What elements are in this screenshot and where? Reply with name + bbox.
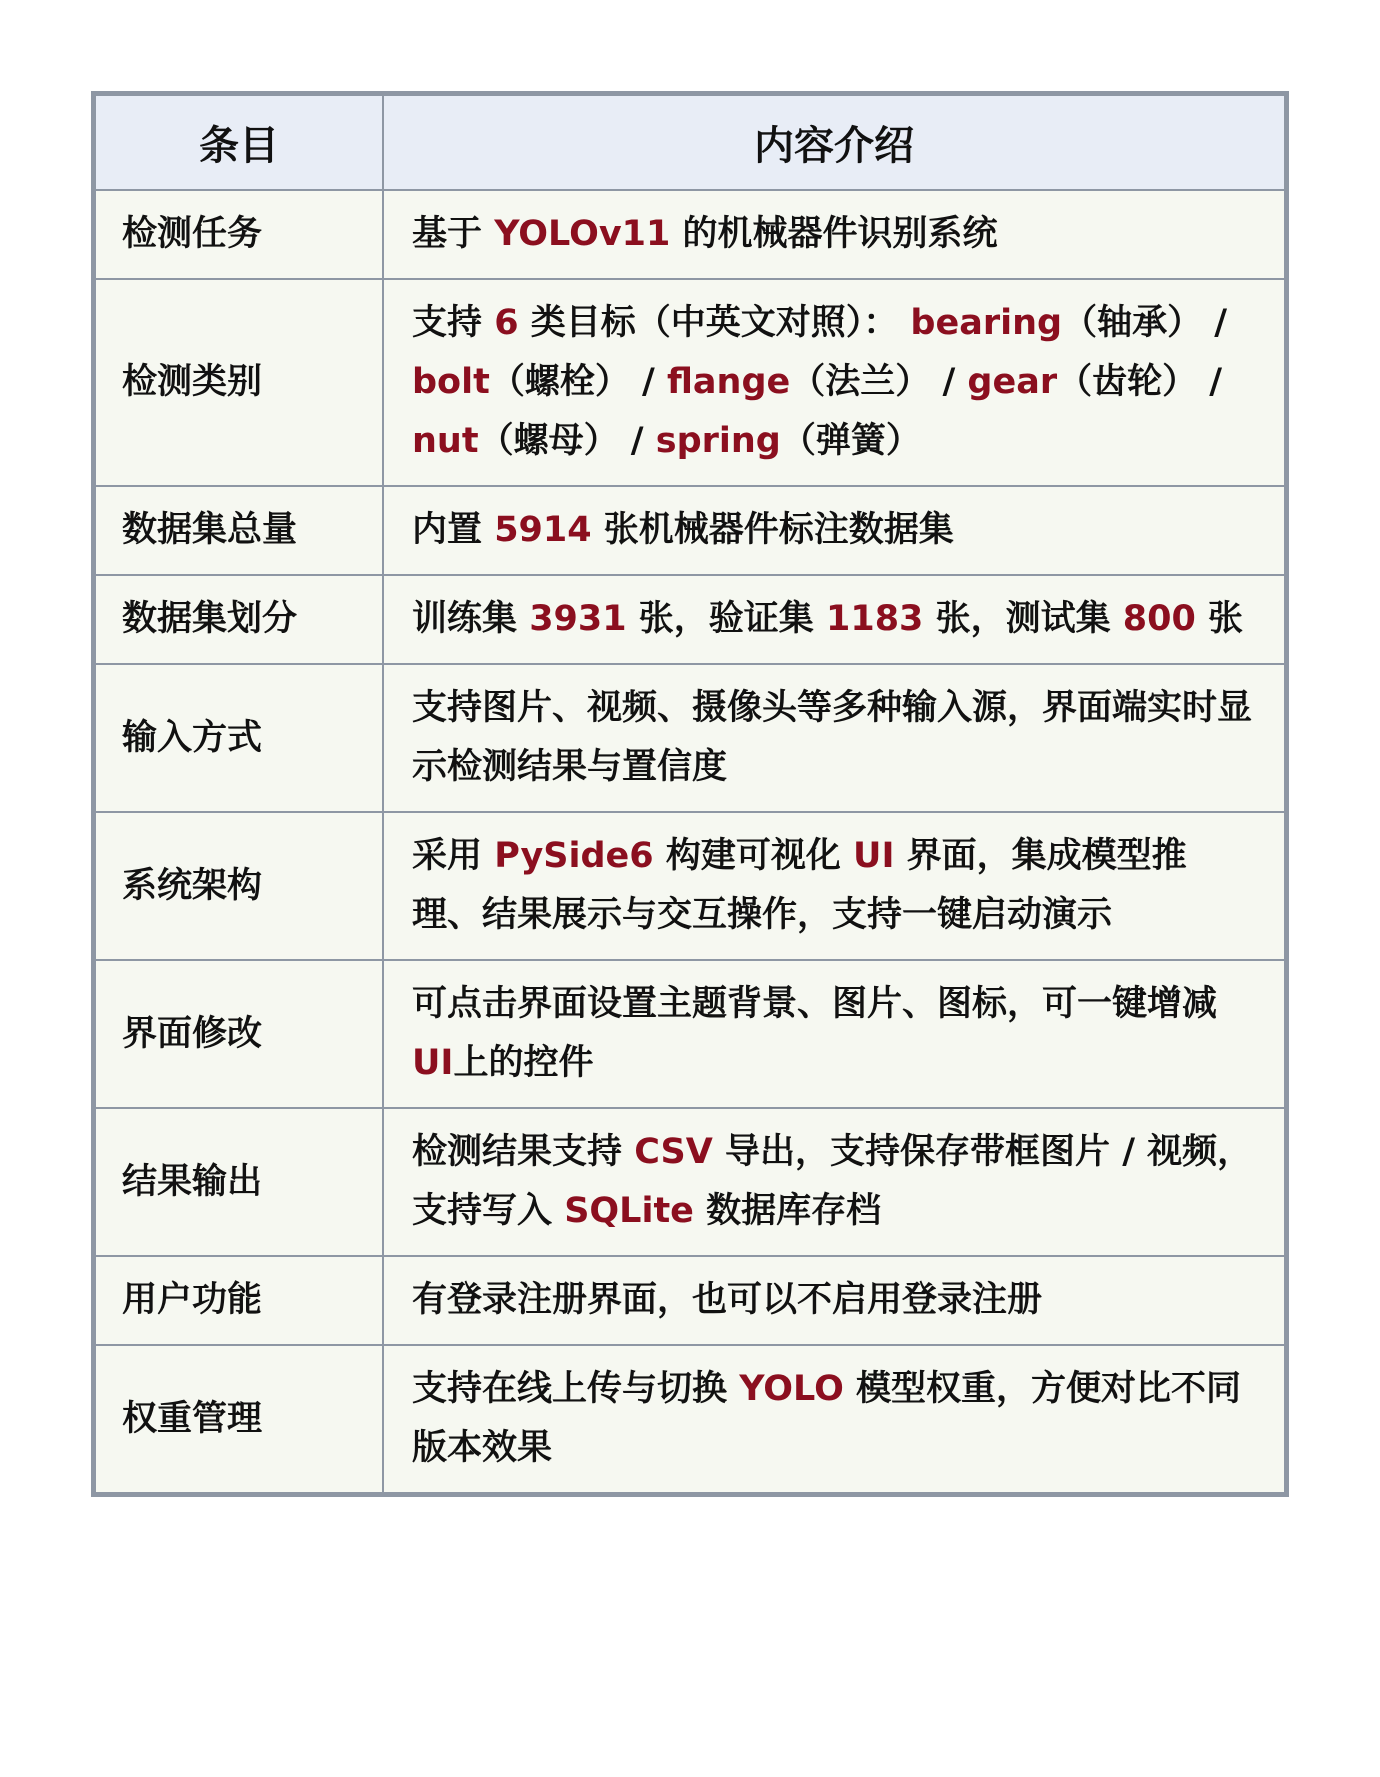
- highlight-text: nut: [412, 421, 479, 461]
- highlight-text: 5914: [494, 510, 592, 550]
- content-text: 基于: [412, 214, 495, 254]
- row-content: [383, 1256, 1285, 1345]
- table-row: [95, 486, 1285, 575]
- content-text: 的机械器件识别系统: [670, 214, 998, 254]
- content-text: 张: [1195, 599, 1244, 639]
- row-label: 界面修改: [95, 960, 383, 1108]
- content-text: 采用: [412, 836, 495, 876]
- row-label: 数据集划分: [95, 575, 383, 664]
- content-text: 训练集: [412, 599, 530, 639]
- highlight-text: 3931: [529, 599, 627, 639]
- table-row: [95, 1345, 1285, 1493]
- content-text: 构建可视化: [653, 836, 854, 876]
- highlight-text: 1183: [825, 599, 924, 639]
- content-text: （齿轮） /: [1057, 362, 1223, 402]
- table-body: [95, 190, 1285, 1493]
- content-text: 数据库存档: [693, 1191, 882, 1231]
- content-text: 导出，支持保存带框图片 / 视频，支持写入: [412, 1132, 1253, 1231]
- table-row: [95, 190, 1285, 279]
- highlight-text: spring: [655, 421, 781, 461]
- row-label: 结果输出: [95, 1108, 383, 1256]
- content-text: （螺母） /: [478, 421, 656, 461]
- content-text: （螺栓） /: [489, 362, 667, 402]
- row-label: 权重管理: [95, 1345, 383, 1493]
- row-label: 检测类别: [95, 279, 383, 486]
- content-text: 检测结果支持: [412, 1132, 635, 1172]
- row-content: [383, 279, 1285, 486]
- content-text: 张，验证集: [626, 599, 826, 639]
- table-row: [95, 1256, 1285, 1345]
- row-label: 数据集总量: [95, 486, 383, 575]
- content-text: 支持: [412, 303, 495, 343]
- table-row: [95, 960, 1285, 1108]
- content-text: 张，测试集: [923, 599, 1123, 639]
- highlight-text: 6: [494, 303, 519, 343]
- row-label: 系统架构: [95, 812, 383, 960]
- table-header-row: [95, 95, 1285, 190]
- row-content: [383, 575, 1285, 664]
- highlight-text: 800: [1122, 599, 1196, 639]
- table-row: [95, 812, 1285, 960]
- highlight-text: UI: [853, 836, 895, 876]
- row-content: [383, 960, 1285, 1108]
- row-label: 用户功能: [95, 1256, 383, 1345]
- highlight-text: bolt: [412, 362, 490, 402]
- highlight-text: SQLite: [564, 1191, 694, 1231]
- content-text: 支持图片、视频、摄像头等多种输入源，界面端实时显示检测结果与置信度: [412, 688, 1253, 787]
- row-content: [383, 1345, 1285, 1493]
- content-text: 内置: [412, 510, 495, 550]
- highlight-text: UI: [412, 1043, 454, 1083]
- header-content: 内容介绍: [383, 95, 1285, 190]
- row-label: 检测任务: [95, 190, 383, 279]
- row-content: [383, 812, 1285, 960]
- table-row: [95, 1108, 1285, 1256]
- feature-table: [94, 94, 1286, 1494]
- content-text: 支持在线上传与切换: [412, 1369, 740, 1409]
- content-text: 类目标（中英文对照）：: [518, 303, 911, 343]
- highlight-text: gear: [967, 362, 1058, 402]
- content-text: （法兰） /: [790, 362, 968, 402]
- content-text: 张机械器件标注数据集: [591, 510, 954, 550]
- feature-table-container: [91, 91, 1289, 1497]
- content-text: 模型权重，方便对比不同版本效果: [412, 1369, 1242, 1468]
- row-content: [383, 664, 1285, 812]
- row-content: [383, 486, 1285, 575]
- content-text: （轴承） /: [1062, 303, 1228, 343]
- content-text: 上的控件: [453, 1043, 594, 1083]
- table-row: [95, 279, 1285, 486]
- row-content: [383, 190, 1285, 279]
- highlight-text: YOLOv11: [494, 214, 671, 254]
- row-label: 输入方式: [95, 664, 383, 812]
- content-text: （弹簧）: [780, 421, 921, 461]
- content-text: 有登录注册界面，也可以不启用登录注册: [412, 1280, 1043, 1320]
- highlight-text: flange: [666, 362, 791, 402]
- highlight-text: CSV: [634, 1132, 713, 1172]
- highlight-text: bearing: [910, 303, 1063, 343]
- content-text: 可点击界面设置主题背景、图片、图标，可一键增减: [412, 984, 1218, 1024]
- highlight-text: PySide6: [494, 836, 654, 876]
- table-row: [95, 664, 1285, 812]
- highlight-text: YOLO: [739, 1369, 844, 1409]
- table-row: [95, 575, 1285, 664]
- header-item: 条目: [95, 95, 383, 190]
- content-text: 界面，集成模型推理、结果展示与交互操作，支持一键启动演示: [412, 836, 1187, 935]
- row-content: [383, 1108, 1285, 1256]
